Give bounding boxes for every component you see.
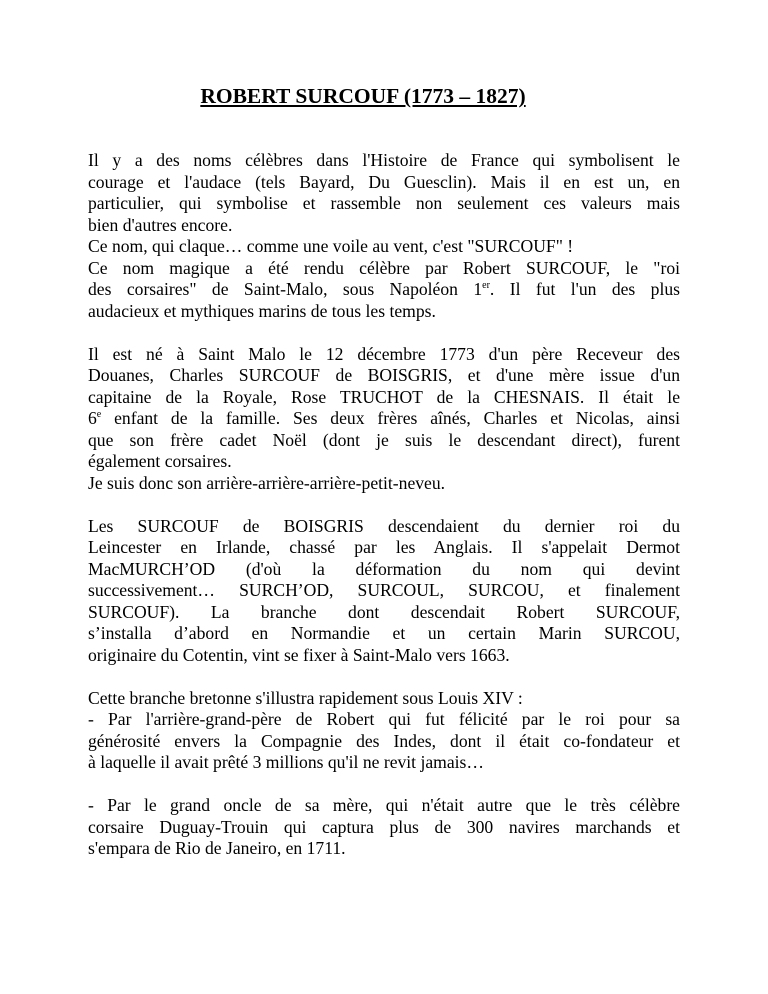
text-fragment: des corsaires" de Saint-Malo, sous Napoléon 1 (88, 279, 483, 299)
text-line: Les SURCOUF de BOISGRIS descendaient du dernier roi du (88, 515, 680, 536)
text-line: bien d'autres encore. (88, 214, 233, 235)
text-line: Douanes, Charles SURCOUF de BOISGRIS, et d'une mère issue d'un (88, 365, 680, 385)
text-line: corsaire Duguay-Trouin qui captura plus de 300 navires marchands et (88, 816, 680, 837)
paragraph-2 (88, 344, 680, 495)
text-line: MacMURCH’OD (d'où la déformation du nom qui devint (88, 558, 680, 579)
text-line: Ce nom, qui claque… comme une voile au vent, c'est "SURCOUF" ! (88, 236, 574, 256)
superscript: er (482, 280, 490, 291)
text-line: s'empara de Rio de Janeiro, en 1711. (88, 838, 346, 858)
text-line: Ce nom magique a été rendu célèbre par Robert SURCOUF, le "roi (88, 257, 680, 278)
text-line: Il est né à Saint Malo le 12 décembre 1773 d'un père Receveur des (88, 343, 680, 364)
text-line: également corsaires. (88, 451, 232, 471)
text-line: courage et l'audace (tels Bayard, Du Guesclin). Mais il en est un, en (88, 171, 680, 192)
text-fragment: . Il fut l'un des plus (489, 279, 680, 299)
text-line: Il y a des noms célèbres dans l'Histoire de France qui symbolisent le (88, 150, 680, 170)
text-line: originaire du Cotentin, vint se fixer à Saint-Malo vers 1663. (88, 644, 510, 665)
document-body (88, 150, 680, 881)
superscript: e (96, 409, 102, 420)
text-line: s’installa d’abord en Normandie et un certain Marin SURCOU, (88, 623, 680, 643)
text-line: générosité envers la Compagnie des Indes, dont il était co-fondateur et (88, 730, 680, 751)
text-line: à laquelle il avait prêté 3 millions qu'il ne revit jamais… (88, 752, 484, 772)
text-fragment: enfant de la famille. Ses deux frères aînés, Charles et Nicolas, ainsi (101, 408, 680, 428)
paragraph-4 (88, 688, 680, 774)
text-line: particulier, qui symbolise et rassemble non seulement ces valeurs mais (88, 193, 680, 213)
text-fragment: 6 (88, 408, 97, 428)
text-line: - Par le grand oncle de sa mère, qui n'était autre que le très célèbre (88, 795, 680, 815)
text-line (88, 279, 680, 301)
text-line: - Par l'arrière-grand-père de Robert qui fut félicité par le roi pour sa (88, 709, 680, 729)
text-line: audacieux et mythiques marins de tous les temps. (88, 300, 436, 321)
paragraph-5 (88, 795, 680, 860)
text-line: que son frère cadet Noël (dont je suis le descendant direct), furent (88, 429, 680, 450)
text-line (88, 408, 680, 430)
paragraph-3 (88, 516, 680, 667)
text-line: capitaine de la Royale, Rose TRUCHOT de la CHESNAIS. Il était le (88, 386, 680, 407)
text-line: Cette branche bretonne s'illustra rapidement sous Louis XIV : (88, 687, 523, 708)
text-line: Je suis donc son arrière-arrière-arrière-petit-neveu. (88, 472, 446, 493)
paragraph-1 (88, 150, 680, 322)
text-line: SURCOUF). La branche dont descendait Robert SURCOUF, (88, 601, 680, 622)
page-title: ROBERT SURCOUF (1773 – 1827) (200, 84, 526, 108)
text-line: Leincester en Irlande, chassé par les Anglais. Il s'appelait Dermot (88, 537, 680, 557)
text-line: successivement… SURCH’OD, SURCOUL, SURCOU, et finalement (88, 580, 680, 600)
